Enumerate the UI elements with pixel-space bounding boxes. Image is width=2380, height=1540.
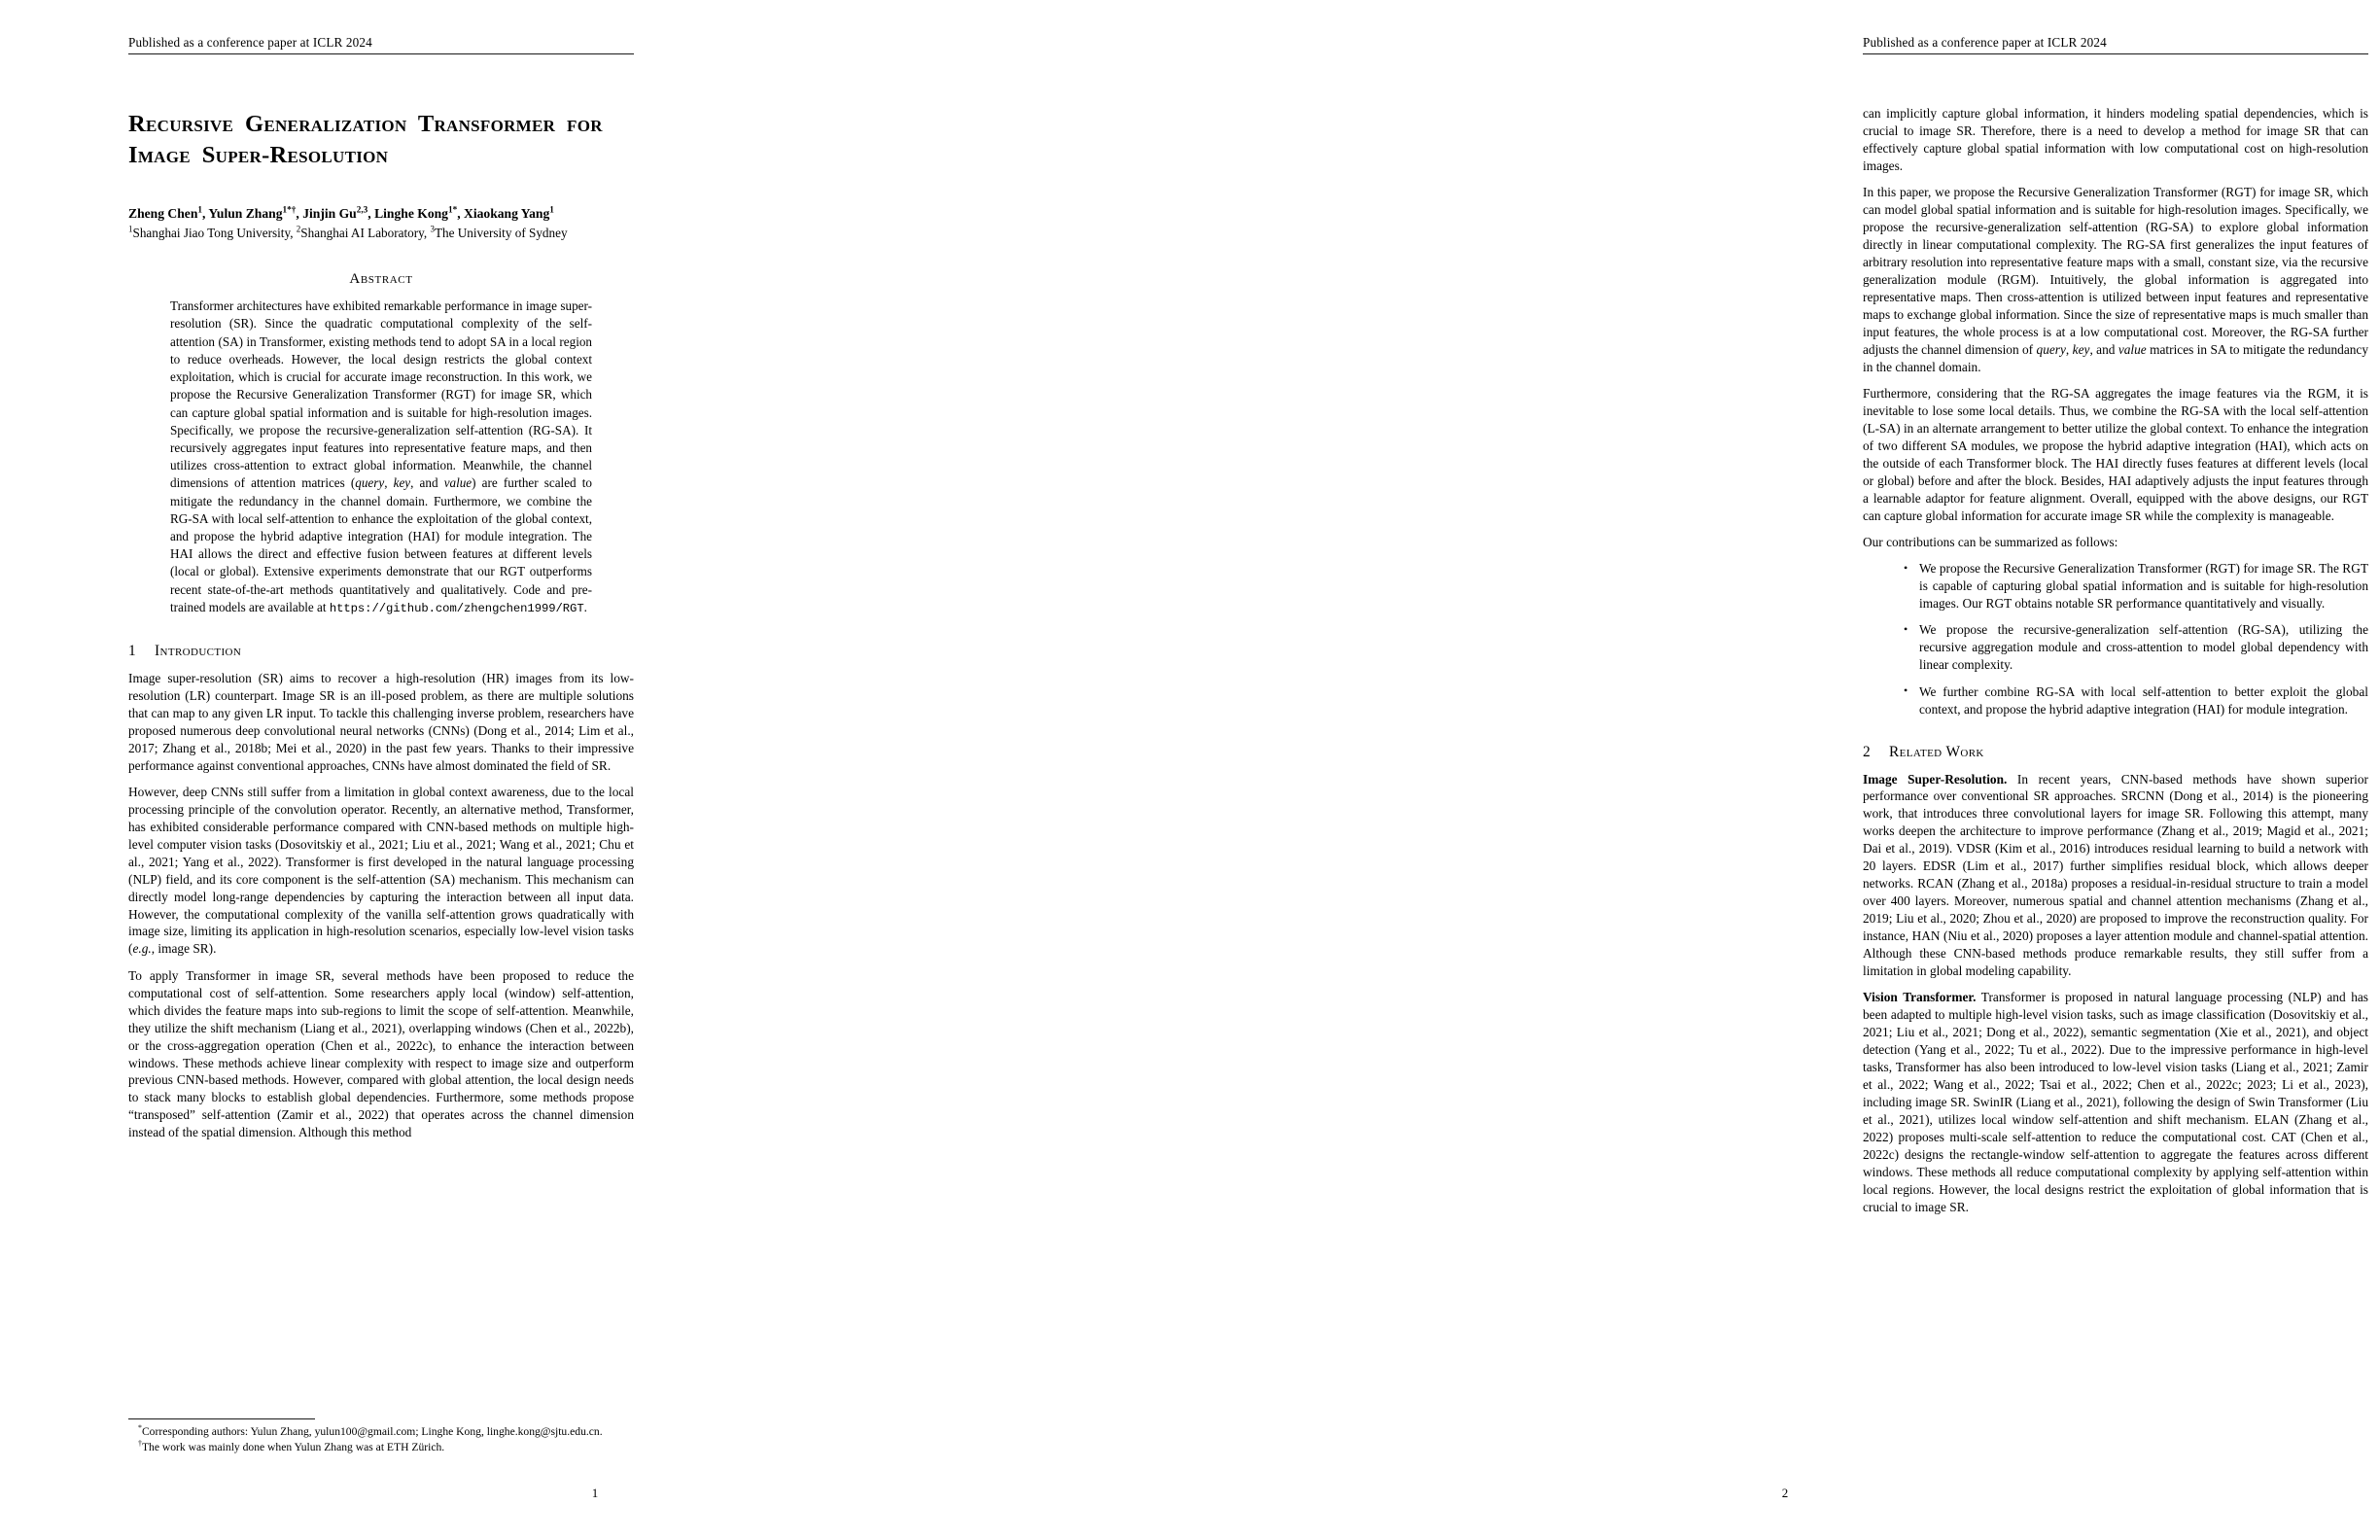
related-work-vision-transformer — [1863, 989, 2368, 1215]
affiliation-list — [128, 225, 634, 242]
author-list: Zheng Chen$^1$, Yulun Zhang$^{1*\dagger}$, Jinjin Gu$^{2,3}$, Linghe Kong$^{1*}$, Xiaokang Yang$^1$ — [128, 204, 554, 221]
page2-italic-key: key — [2072, 341, 2090, 357]
author-name: Linghe Kong — [374, 205, 448, 221]
section-number: 1 — [128, 642, 137, 659]
paper-title-line-2: Image Super-Resolution — [128, 141, 389, 168]
list-item: • We further combine RG-SA with local self-attention to better exploit the global context, and propose the hybrid adaptive integration (HAI) for module integration. — [1904, 683, 2368, 718]
intro-paragraph-3: To apply Transformer in image SR, several methods have been proposed to reduce the computational cost of self-attention. Some researchers apply local (window) self-attention, which divides the feature maps into sub-regions to limit the scope of self-attention. Meanwhile, they utilize the shift mechanism (Liang et al., 2021), overlapping windows (Chen et al., 2022b), or the cross-aggregation operation (Chen et al., 2022c), to enhance the interaction between windows. These methods achieve linear complexity with respect to image size and outperform previous CNN-based methods. However, compared with global attention, the local design needs to stack many blocks to establish global dependencies. Furthermore, some methods propose “transposed” self-attention (Zamir et al., 2022) that operates across the channel dimension instead of the spatial dimension. Although this method — [128, 967, 634, 1140]
footnote-mark-asterisk: * — [138, 1422, 142, 1432]
affiliation-name: Shanghai Jiao Tong University, — [132, 225, 294, 240]
contributions-lead-in: Our contributions can be summarized as follows: — [1863, 535, 2118, 550]
author-affil-mark: 2,3 — [356, 204, 368, 215]
page2-paragraph-3: Furthermore, considering that the RG-SA aggregates the image features via the RGM, it is inevitable to lose some local details. Thus, we combine the RG-SA with the local self-attention (L-SA) in an alternate arrangement to better utilize the global context. To enhance the integration of two different SA modules, we propose the hybrid adaptive integration (HAI), which acts on the outside of each Transformer block. The HAI directly fuses features at different levels (local or global) before and after the block. Besides, HAI adaptively adjusts the input features through a learnable adaptor for feature alignment. Overall, equipped with the above designs, our RGT can capture global information for accurate image SR while the complexity is manageable. — [1863, 386, 2368, 523]
author-name: Xiaokang Yang — [464, 205, 550, 221]
page2-paragraph-2 — [1863, 184, 2368, 375]
page2-paragraph-1: can implicitly capture global information, it hinders modeling spatial dependencies, which is crucial to image SR. Therefore, there is a need to develop a method for image SR that can effectively capture global spatial information with low computational cost on high-resolution images. — [1863, 106, 2368, 173]
section-number: 2 — [1863, 743, 1872, 760]
intro-italic-eg: e.g. — [132, 941, 152, 957]
author-affil-mark: 1 — [549, 204, 554, 215]
section-title: Related Work — [1889, 743, 1984, 760]
author-name: Yulun Zhang — [208, 205, 283, 221]
intro-paragraph-1: Image super-resolution (SR) aims to recover a high-resolution (HR) images from its low-resolution (LR) counterpart. Image SR is an ill-posed problem, as there are multiple solutions that can map to any given LR input. To tackle this challenging inverse problem, researchers have proposed numerous deep convolutional neural networks (CNNs) (Dong et al., 2014; Lim et al., 2017; Zhang et al., 2018b; Mei et al., 2020) in the past few years. Thanks to their impressive performance against conventional approaches, CNNs have almost dominated the field of SR. — [128, 670, 634, 773]
affiliation-mark: 2 — [296, 224, 301, 234]
footnote-eth-text: The work was mainly done when Yulun Zhang was at ETH Zürich. — [141, 1441, 445, 1454]
author-affil-mark: 1*† — [282, 204, 297, 215]
related-work-image-sr-text: In recent years, CNN-based methods have shown superior performance over conventional SR approaches. SRCNN (Dong et al., 2014) is the pioneering work, that introduces three convolutional layers for image SR. Following this attempt, many works deepen the architecture to improve performance (Zhang et al., 2019; Magid et al., 2021; Dai et al., 2019). VDSR (Kim et al., 2016) introduces residual learning to build a network with 20 layers. EDSR (Lim et al., 2017) further simplifies residual block, which allows deeper networks. RCAN (Zhang et al., 2018a) proposes a residual-in-residual structure to train a model over 400 layers. Moreover, numerous spatial and channel attention mechanisms (Zhang et al., 2019; Liu et al., 2020; Zhou et al., 2020) are proposed to improve the reconstruction quality. For instance, HAN (Niu et al., 2020) proposes a layer attention module and channel-spatial attention. Although these CNN-based methods produce remarkable results, they still suffer from a limitation in global modeling capability. — [1863, 771, 2368, 978]
abstract-italic-key: key — [393, 475, 411, 491]
page2-sep: , — [2065, 341, 2073, 357]
section-heading-related-work — [1863, 744, 2368, 761]
author-affil-mark: 1* — [447, 204, 458, 215]
code-url[interactable]: https://github.com/zhengchen1999/RGT — [329, 601, 584, 615]
related-work-vision-transformer-text: Transformer is proposed in natural language processing (NLP) and has been adapted to multiple high-level vision tasks, such as image classification (Dosovitskiy et al., 2021; Liu et al., 2021; Dong et al., 2022), semantic segmentation (Xie et al., 2021), and object detection (Yang et al., 2022; Tu et al., 2022). Due to the impressive performance in high-level tasks, Transformer has also been introduced to low-level vision tasks (Liang et al., 2021; Zamir et al., 2022; Wang et al., 2022; Tsai et al., 2022; Chen et al., 2022c; 2023; Li et al., 2023), including image SR. SwinIR (Liang et al., 2021), following the design of Swin Transformer (Liu et al., 2021), utilizes local window self-attention and shift mechanism. ELAN (Zhang et al., 2022) proposes multi-scale self-attention to reduce the computational cost. CAT (Chen et al., 2022c) designs the rectangle-window self-attention to aggregate the features across different windows. These methods all reduce computational complexity by applying self-attention within local regions. However, the local designs restrict the exploitation of global information that is crucial to image SR. — [1863, 990, 2368, 1214]
section-title: Introduction — [155, 642, 242, 659]
list-item: • We propose the recursive-generalization self-attention (RG-SA), utilizing the recursive aggregation module and cross-attention to model global dependency with linear complexity. — [1904, 621, 2368, 674]
affiliation-name: The University of Sydney — [434, 225, 568, 240]
abstract-part-1: Transformer architectures have exhibited remarkable performance in image super-resolution (SR). Since the quadratic computational complexity of the self-attention (SA) in Transformer, existing methods tend to adopt SA in a local region to reduce overheads. However, the local design restricts the global context exploitation, which is crucial for accurate image reconstruction. In this work, we propose the Recursive Generalization Transformer (RGT) for image SR, which can capture global spatial information and is suitable for high-resolution images. Specifically, we propose the recursive-generalization self-attention (RG-SA). It recursively aggregates input features into representative feature maps, and then utilizes cross-attention to extract global information. Meanwhile, the channel dimensions of attention matrices ( — [170, 298, 592, 491]
abstract-period: . — [583, 599, 587, 614]
abstract-italic-value: value — [443, 475, 472, 491]
page2-italic-query: query — [2036, 341, 2066, 357]
running-header-page-2: Published as a conference paper at ICLR 2024 — [1863, 35, 2368, 54]
affiliation-mark: 1 — [128, 224, 133, 234]
abstract-heading: Abstract — [349, 271, 413, 288]
footnote-corresponding-text: Corresponding authors: Yulun Zhang, yulun100@gmail.com; Linghe Kong, linghe.kong@sjtu.edu.cn. — [141, 1424, 603, 1438]
page-number-2: 2 — [1781, 1486, 1789, 1500]
intro-paragraph-2 — [128, 784, 634, 958]
footnote-corresponding — [128, 1424, 634, 1441]
footnote-area — [128, 1418, 634, 1456]
running-header-page-1: Published as a conference paper at ICLR 2024 — [128, 35, 634, 54]
affiliation-name: Shanghai AI Laboratory, — [300, 225, 428, 240]
list-item: • We propose the Recursive Generalization Transformer (RGT) for image SR. The RGT is capable of capturing global spatial information and is suitable for high-resolution images. Our RGT obtains notable SR performance quantitatively and visually. — [1904, 560, 2368, 612]
footnote-rule — [128, 1418, 315, 1419]
runin-heading-vision-transformer: Vision Transformer. — [1863, 990, 1977, 1005]
contributions-list — [1863, 560, 2368, 718]
author-name: Jinjin Gu — [302, 205, 357, 221]
paper-title — [128, 109, 634, 171]
intro-paragraph-2-end: , image SR). — [151, 941, 217, 957]
runin-heading-image-sr: Image Super-Resolution. — [1863, 771, 2008, 787]
section-heading-introduction — [128, 643, 634, 660]
footnote-mark-dagger: † — [138, 1439, 142, 1449]
abstract-sep: , — [384, 475, 394, 491]
footnote-eth — [128, 1440, 634, 1456]
page-number-1: 1 — [591, 1486, 599, 1500]
page2-paragraph-2-text: In this paper, we propose the Recursive Generalization Transformer (RGT) for image SR, which can model global spatial information and is suitable for high-resolution images. Specifically, we propose the recursive-generalization self-attention (RG-SA) to explore global information directly in linear computational complexity. The RG-SA first generalizes the input features of arbitrary resolution into representative feature maps with a small, constant size, via the recursive generalization module (RGM). Intuitively, the global information is aggregated into representative maps. Then cross-attention is utilized between input features and representative maps to exchange global information. Since the size of representative maps is much smaller than input features, the whole process is at a low computational cost. Moreover, the RG-SA further adjusts the channel dimension of — [1863, 185, 2368, 357]
page2-italic-value: value — [2118, 341, 2147, 357]
paper-title-line-1: Recursive Generalization Transformer for — [128, 111, 603, 137]
page2-sep: , and — [2089, 341, 2118, 357]
intro-paragraph-2-text: However, deep CNNs still suffer from a limitation in global context awareness, due to the local processing principle of the convolution operator. Recently, an alternative method, Transformer, has exhibited considerable performance compared with CNN-based methods on multiple high-level computer vision tasks (Dosovitskiy et al., 2021; Liu et al., 2021; Wang et al., 2021; Chu et al., 2021; Yang et al., 2022). Transformer is first developed in the natural language processing (NLP) field, and its core component is the self-attention (SA) mechanism. This mechanism can directly model long-range dependencies by capturing the interaction between all input data. However, the computational complexity of the vanilla self-attention grows quadratically with image size, limiting its application in high-resolution scenarios, especially low-level vision tasks ( — [128, 784, 634, 957]
author-affil-mark: 1 — [197, 204, 203, 215]
page-2 — [1190, 0, 2380, 1540]
author-name: Zheng Chen — [128, 205, 198, 221]
abstract-text — [170, 298, 592, 617]
page2-paragraph-2-end: matrices in SA to mitigate the redundancy in the channel domain. — [1863, 341, 2369, 374]
related-work-image-sr — [1863, 771, 2368, 980]
affiliation-mark: 3 — [430, 224, 435, 234]
abstract-italic-query: query — [355, 475, 385, 491]
abstract-sep: , and — [410, 475, 444, 491]
abstract-part-2: ) are further scaled to mitigate the redundancy in the channel domain. Furthermore, we combine the RG-SA with local self-attention to enhance the exploitation of the global context, and propose the hybrid adaptive integration (HAI) for module integration. The HAI allows the direct and effective fusion between features at different levels (local or global). Extensive experiments demonstrate that our RGT outperforms recent state-of-the-art methods quantitatively and qualitatively. Code and pre-trained models are available at — [170, 475, 592, 614]
